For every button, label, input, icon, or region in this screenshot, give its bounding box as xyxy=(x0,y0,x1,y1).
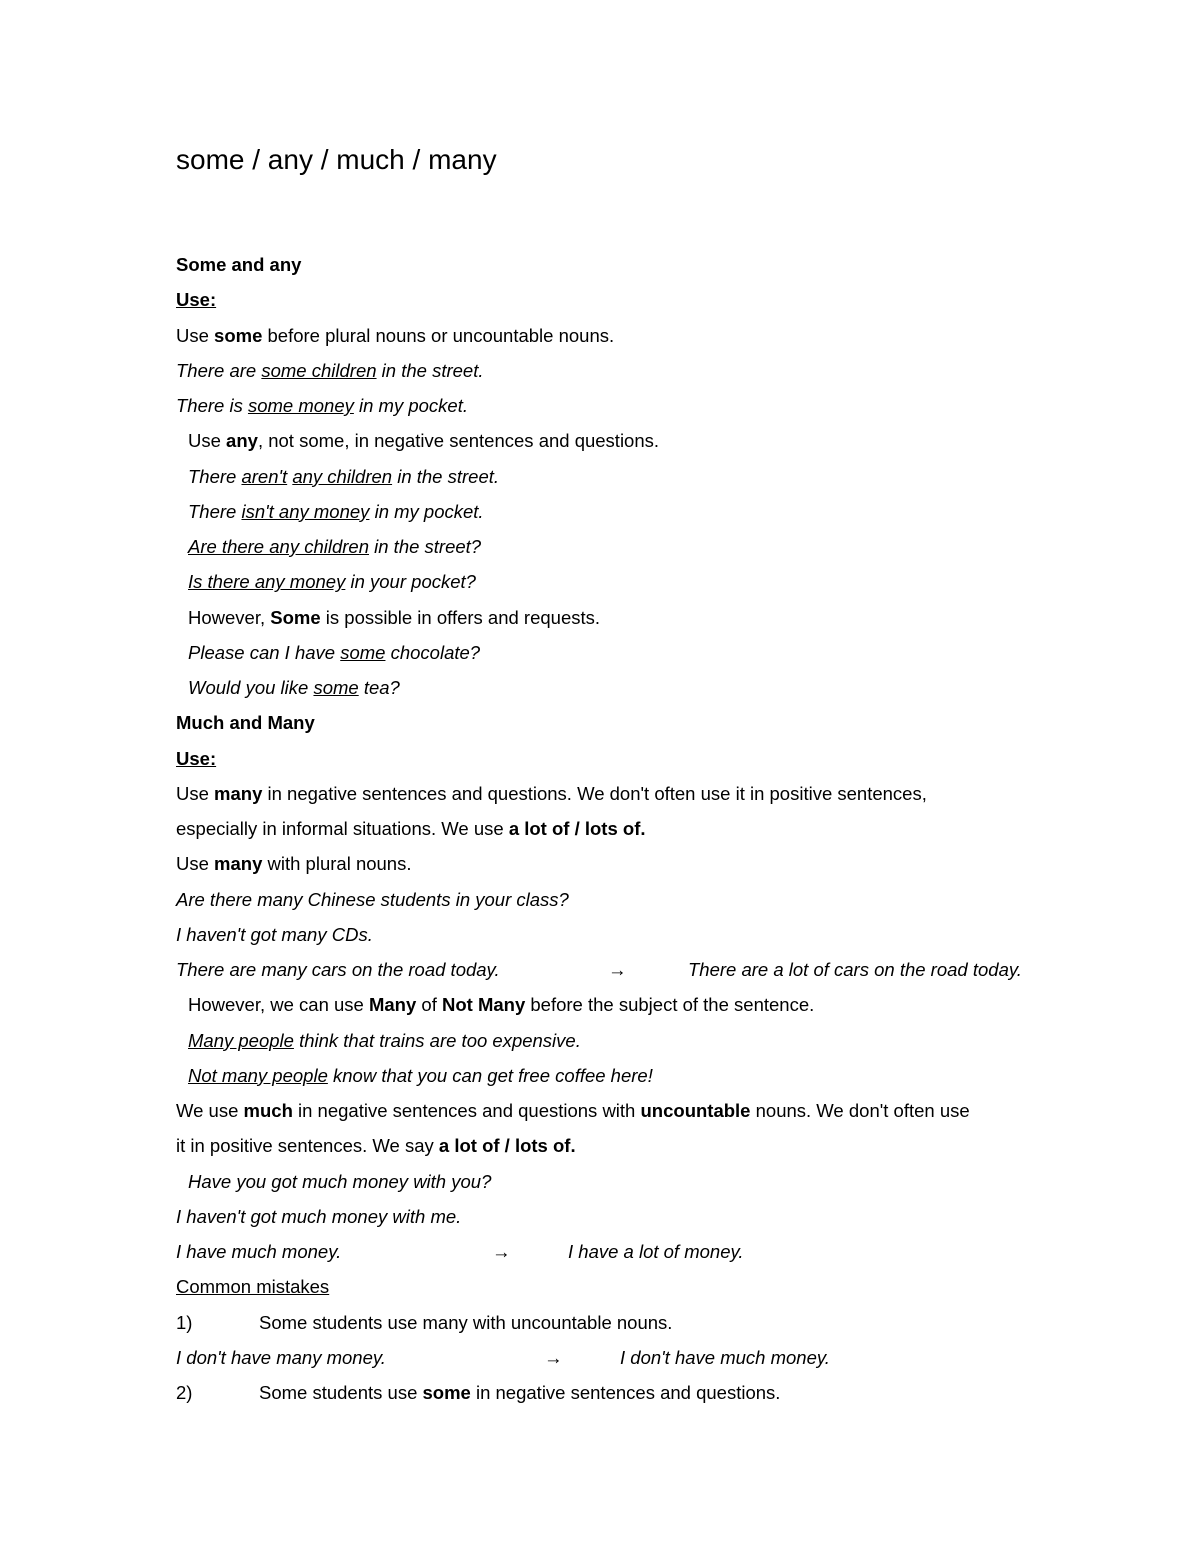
example-sentence: There isn't any money in my pocket. xyxy=(188,500,484,522)
example-sentence: Many people think that trains are too expensive. xyxy=(188,1029,581,1051)
mistake-item: 1) Some students use many with uncountable nouns. xyxy=(176,1311,673,1333)
section-heading-some-any: Some and any xyxy=(176,254,302,275)
example-comparison: There are many cars on the road today. → There are a lot of cars on the road today. xyxy=(176,952,1036,987)
use-label: Use: xyxy=(176,289,217,311)
arrow-right-icon: → xyxy=(492,1241,511,1262)
example-sentence: There aren't any children in the street. xyxy=(188,465,500,487)
section-heading-much-many: Much and Many xyxy=(176,712,315,734)
arrow-right-icon: → xyxy=(608,959,627,980)
rule-much: We use much in negative sentences and questions with uncountable nouns. We don't often use xyxy=(176,1100,970,1121)
example-sentence: Are there many Chinese students in your class? xyxy=(176,888,569,910)
rule-some: Use some before plural nouns or uncountable nouns. xyxy=(176,324,615,346)
rule-many-continued: especially in informal situations. We use a lot of / lots of. xyxy=(176,818,646,839)
arrow-right-icon: → xyxy=(544,1346,563,1368)
example-sentence: There are some children in the street. xyxy=(176,359,484,381)
mistake-item: 2) Some students use some in negative sentences and questions. xyxy=(176,1382,781,1403)
example-sentence: I haven't got much money with me. xyxy=(176,1205,462,1227)
rule-offers-requests: However, Some is possible in offers and requests. xyxy=(188,606,601,628)
example-sentence: There is some money in my pocket. xyxy=(176,395,469,416)
section-heading-mistakes: Common mistakes xyxy=(176,1276,330,1298)
page-title: some / any / much / many xyxy=(176,144,497,175)
example-sentence: I haven't got many CDs. xyxy=(176,923,373,945)
rule-many: Use many in negative sentences and questions. We don't often use it in positive sentences, xyxy=(176,782,927,804)
example-sentence: Please can I have some chocolate? xyxy=(188,641,481,663)
example-sentence: Are there any children in the street? xyxy=(188,536,482,557)
example-sentence: Is there any money in your pocket? xyxy=(188,571,476,593)
example-sentence: Not many people know that you can get free coffee here! xyxy=(188,1064,653,1086)
rule-any: Use any, not some, in negative sentences and questions. xyxy=(188,430,660,452)
example-comparison: I don't have many money. → I don't have much money. xyxy=(176,1340,1036,1375)
rule-many-plural: Use many with plural nouns. xyxy=(176,853,412,875)
example-comparison: I have much money. → I have a lot of money. xyxy=(176,1234,1036,1269)
use-label: Use: xyxy=(176,747,217,769)
rule-subject: However, we can use Many of Not Many before the subject of the sentence. xyxy=(188,994,815,1016)
document-body xyxy=(176,247,1036,1410)
example-sentence: Would you like some tea? xyxy=(188,677,400,698)
rule-much-continued: it in positive sentences. We say a lot of / lots of. xyxy=(176,1135,576,1157)
example-sentence: Have you got much money with you? xyxy=(188,1170,492,1192)
